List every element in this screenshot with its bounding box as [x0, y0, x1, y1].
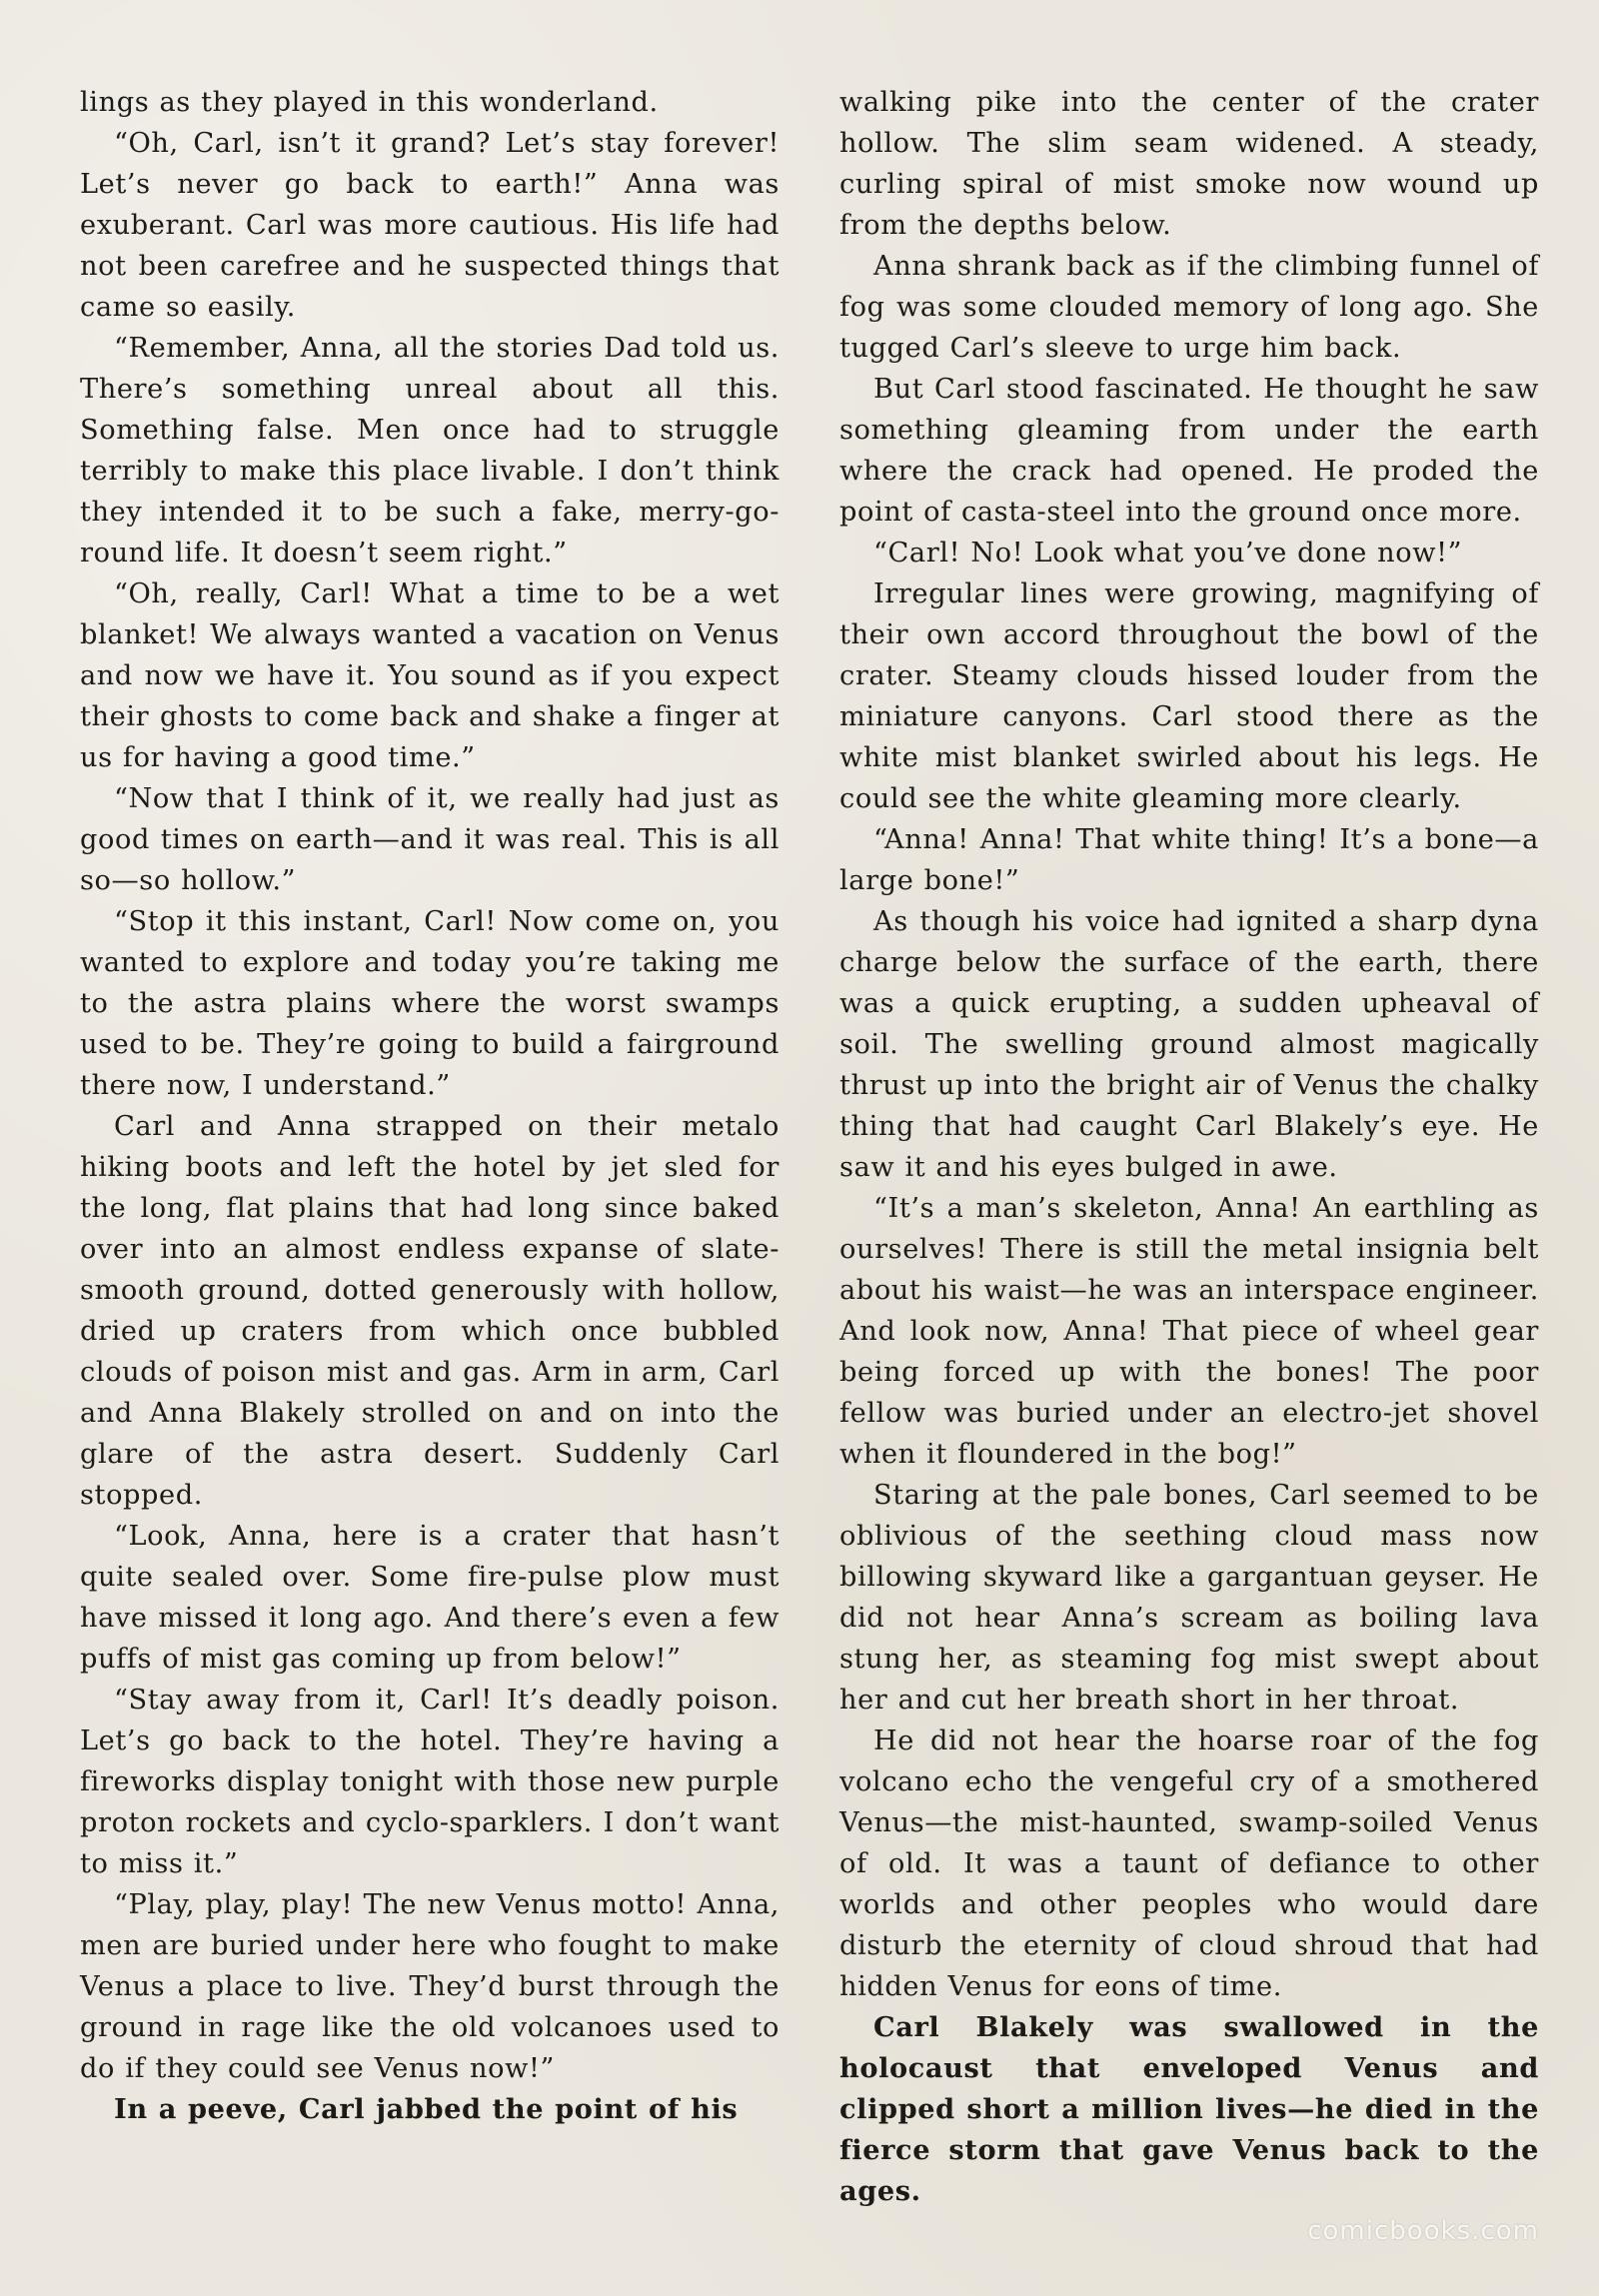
paragraph-right-5: Irregular lines were growing, magnifying of their own accord throughout the bowl of the crater. Steamy clouds hissed louder from the miniature canyons. Carl stood there as the white mist blanket swirled about his legs. He could see the white gleaming more clearly. — [839, 578, 1539, 814]
paragraph-left-10: “Play, play, play! The new Venus motto! Anna, men are buried under here who fought to make Venus a place to live. They’d burst through the ground in rage like the old volcanoes used to do if they could see Venus now!” — [80, 1889, 780, 2084]
paragraph-left-8: “Look, Anna, here is a crater that hasn’t quite sealed over. Some fire-pulse plow must have missed it long ago. And there’s even a few puffs of mist gas coming up from below!” — [80, 1521, 780, 1675]
paragraph-right-4: “Carl! No! Look what you’ve done now!” — [873, 538, 1463, 569]
paragraph-left-6: “Stop it this instant, Carl! Now come on, you wanted to explore and today you’re taking me to the astra plains where the worst swamps used to be. They’re going to build a fairground there now, I understand.” — [80, 906, 780, 1101]
paragraph-left-4: “Oh, really, Carl! What a time to be a wet blanket! We always wanted a vacation on Venus and now we have it. You sound as if you expect their ghosts to come back and shake a finger at us for having a good time.” — [80, 578, 780, 773]
paragraph-left-3: “Remember, Anna, all the stories Dad told us. There’s something unreal about all this. Something false. Men once had to struggle terribly to make this place livable. I don’t think they intended it to be such a fake, merry-go-round life. It doesn’t seem right.” — [80, 333, 780, 569]
paragraph-right-1: walking pike into the center of the crater hollow. The slim seam widened. A steady, curling spiral of mist smoke now wound up from the depths below. — [839, 87, 1539, 241]
paragraph-right-9: Staring at the pale bones, Carl seemed to be oblivious of the seething cloud mass now billowing skyward like a gargantuan geyser. He did not hear Anna’s scream as boiling lava stung her, as steaming fog mist swept about her and cut her breath short in her throat. — [839, 1480, 1539, 1716]
paragraph-right-11: Carl Blakely was swallowed in the holocaust that enveloped Venus and clipped short a million lives—he died in the fierce storm that gave Venus back to the ages. — [839, 2011, 1539, 2207]
paragraph-left-9: “Stay away from it, Carl! It’s deadly poison. Let’s go back to the hotel. They’re having a fireworks display tonight with those new purple proton rockets and cyclo-sparklers. I don’t want to miss it.” — [80, 1685, 780, 1879]
paragraph-right-8: “It’s a man’s skeleton, Anna! An earthling as ourselves! There is still the metal insignia belt about his waist—he was an interspace engineer. And look now, Anna! That piece of wheel gear being forced up with the bones! The poor fellow was buried under an electro-jet shovel when it floundered in the bog!” — [839, 1193, 1539, 1470]
paragraph-right-2: Anna shrank back as if the climbing funnel of fog was some clouded memory of long ago. She tugged Carl’s sleeve to urge him back. — [839, 251, 1539, 364]
paragraph-right-6: “Anna! Anna! That white thing! It’s a bone—a large bone!” — [839, 824, 1539, 896]
left-text-column — [80, 82, 780, 2130]
paragraph-left-7: Carl and Anna strapped on their metalo hiking boots and left the hotel by jet sled for the long, flat plains that had long since baked over into an almost endless expanse of slate-smooth ground, dotted generously with hollow, dried up craters from which once bubbled clouds of poison mist and gas. Arm in arm, Carl and Anna Blakely strolled on and on into the glare of the astra desert. Suddenly Carl stopped. — [80, 1111, 780, 1511]
paragraph-right-7: As though his voice had ignited a sharp dyna charge below the surface of the earth, there was a quick erupting, a sudden upheaval of soil. The swelling ground almost magically thrust up into the bright air of Venus the chalky thing that had caught Carl Blakely’s eye. He saw it and his eyes bulged in awe. — [839, 906, 1539, 1183]
paragraph-right-3: But Carl stood fascinated. He thought he saw something gleaming from under the earth where the crack had opened. He proded the point of casta-steel into the ground once more. — [839, 374, 1539, 528]
right-text-column — [839, 82, 1539, 2212]
site-watermark: comicbooks.com — [1307, 2216, 1539, 2246]
paragraph-left-2: “Oh, Carl, isn’t it grand? Let’s stay forever! Let’s never go back to earth!” Anna was exuberant. Carl was more cautious. His life had not been carefree and he suspected things that came so easily. — [80, 128, 780, 323]
paragraph-left-1: lings as they played in this wonderland. — [80, 87, 659, 118]
paragraph-right-10: He did not hear the hoarse roar of the fog volcano echo the vengeful cry of a smothered Venus—the mist-haunted, swamp-soiled Venus of old. It was a taunt of defiance to other worlds and other peoples who would dare disturb the eternity of cloud shroud that had hidden Venus for eons of time. — [839, 1725, 1539, 2002]
paragraph-left-5: “Now that I think of it, we really had just as good times on earth—and it was real. This is all so—so hollow.” — [80, 783, 780, 896]
paragraph-left-11: In a peeve, Carl jabbed the point of his — [114, 2093, 739, 2125]
